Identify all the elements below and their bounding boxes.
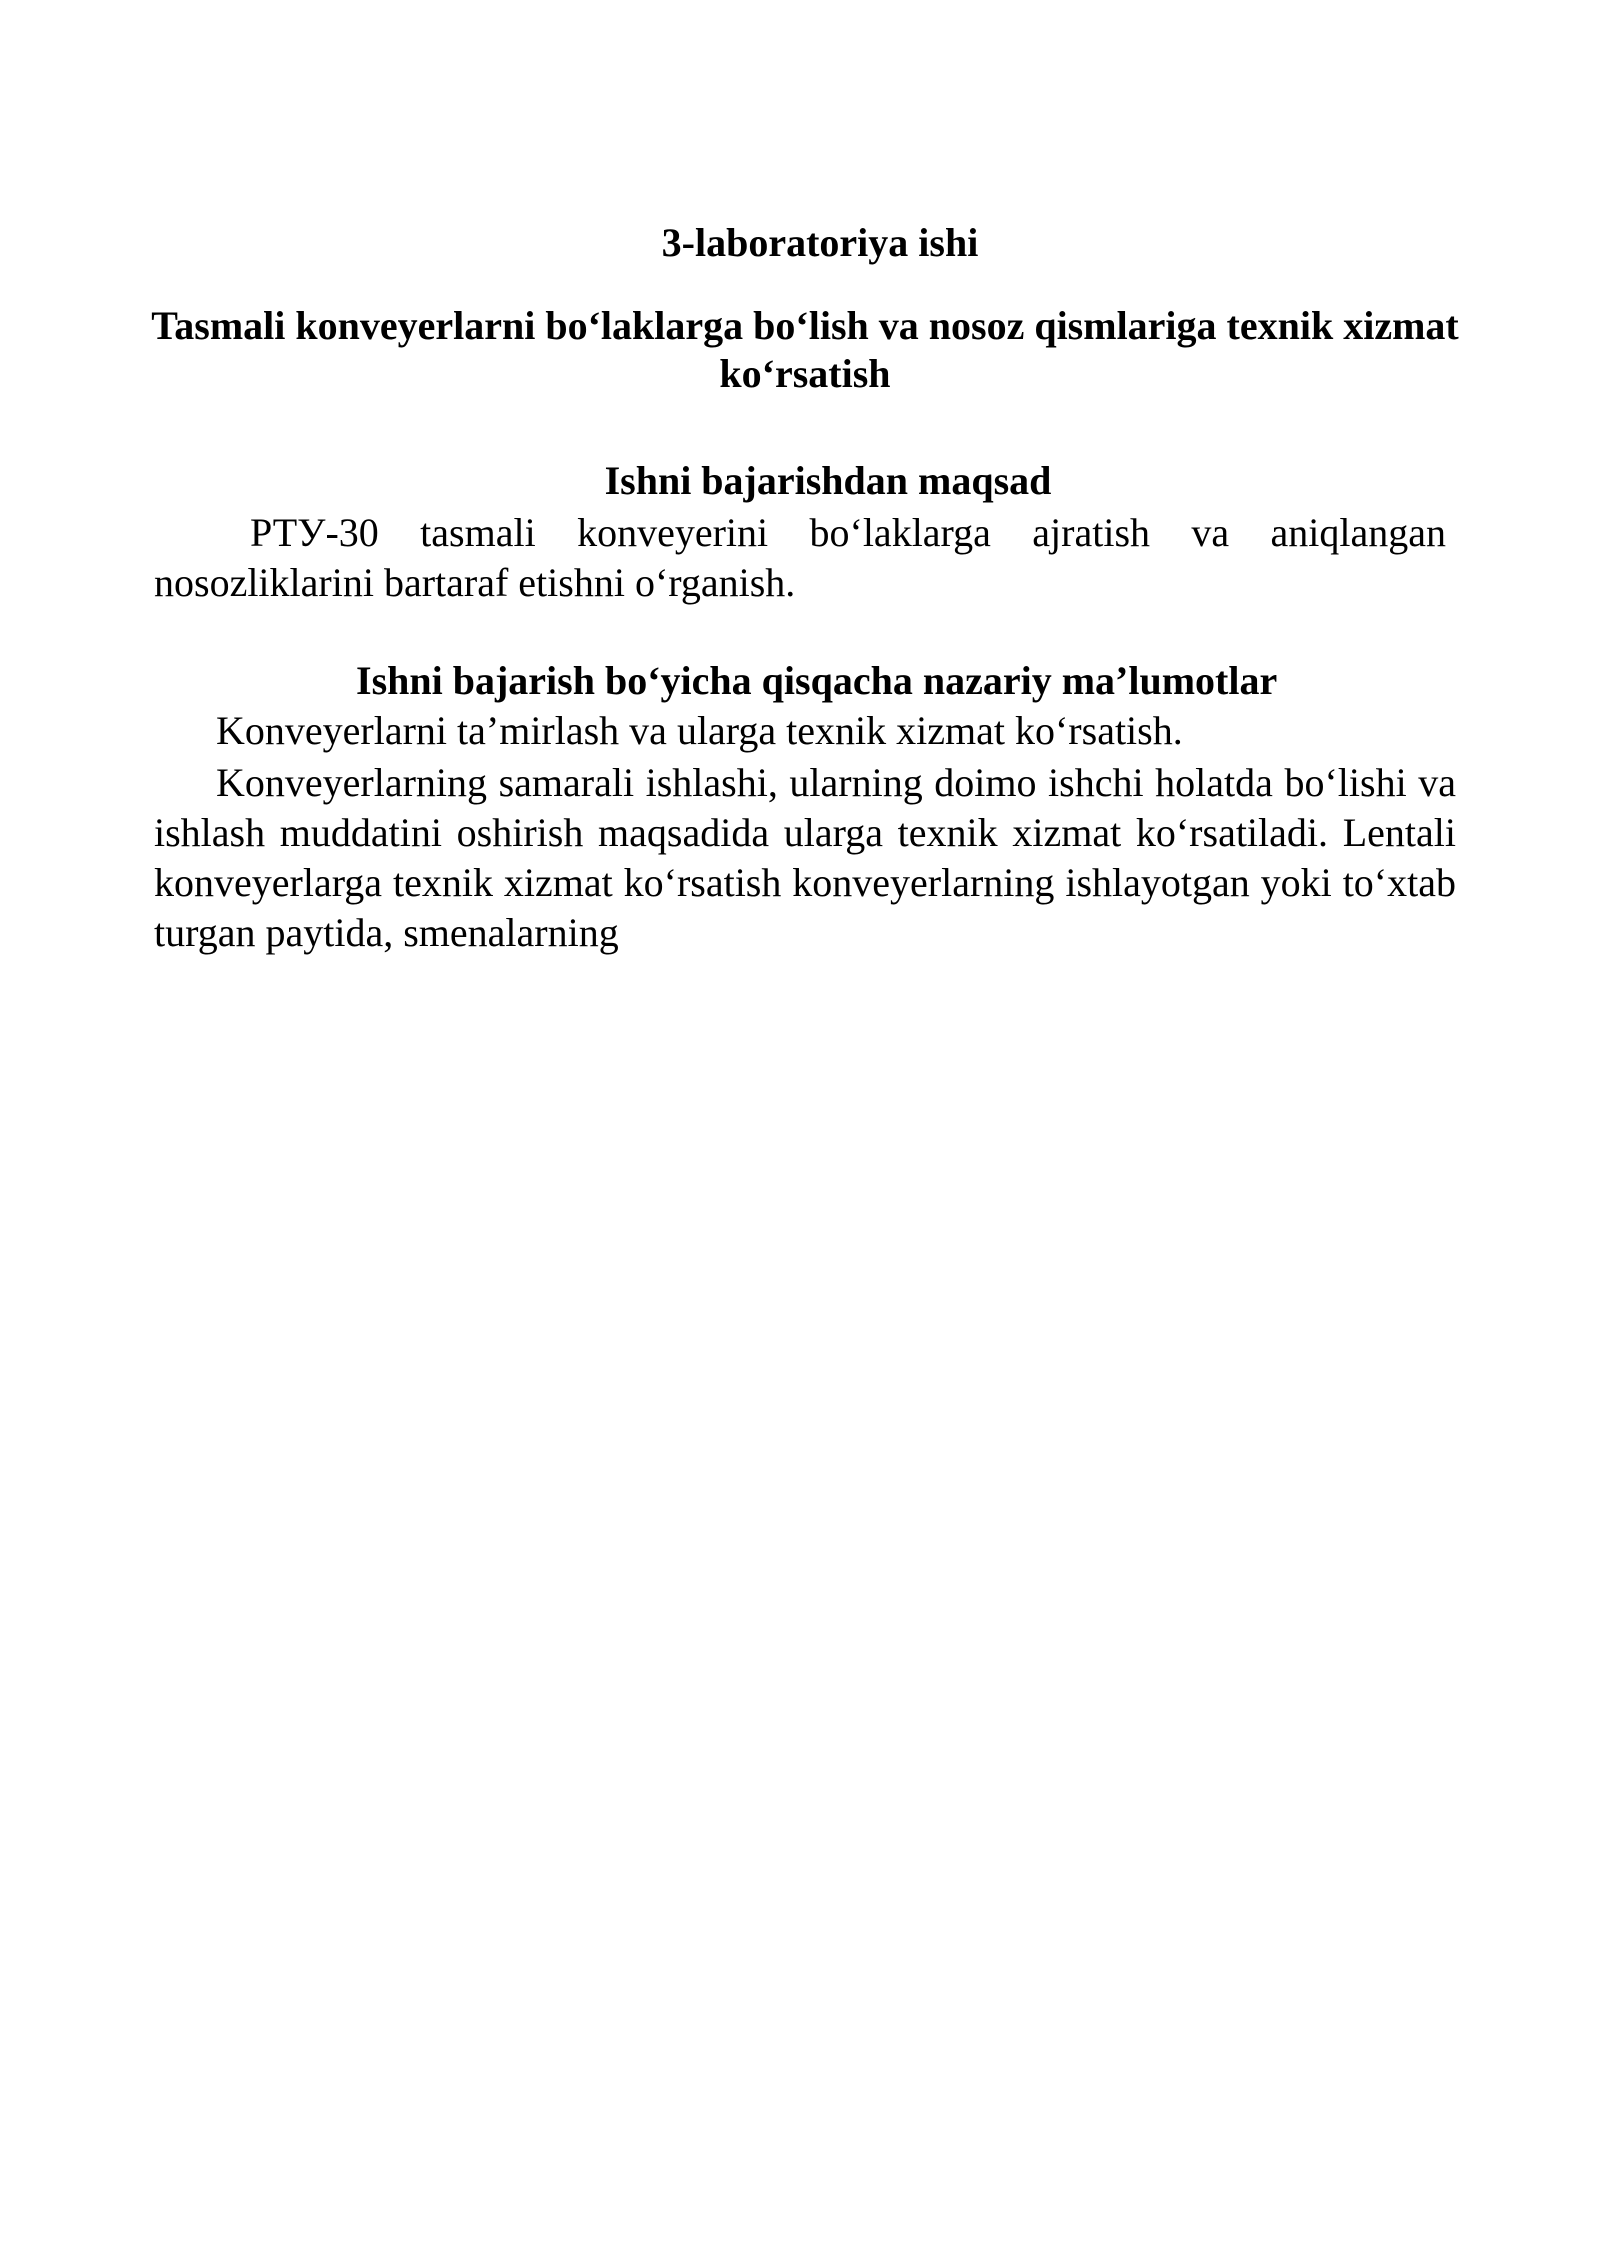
theory-paragraph: Konveyerlarning samarali ishlashi, ularning doimo ishchi holatda bo‘lishi va ishlash muddatini oshirish maqsadida ularga texnik xizmat ko‘rsatiladi. Lentali konveyerlarga texnik xizmat ko‘rsatish konveyerlarning ishlayotgan yoki to‘xtab turgan paytida, smenalarning [154, 760, 1456, 955]
goal-heading: Ishni bajarishdan maqsad [604, 458, 1052, 503]
theory-paragraph: Konveyerlarni ta’mirlash va ularga texnik xizmat ko‘rsatish. [216, 708, 1183, 753]
lab-number-heading: 3-laboratoriya ishi [661, 220, 979, 265]
theory-heading: Ishni bajarish bo‘yicha qisqacha nazariy ma’lumotlar [356, 658, 1278, 703]
lab-title: Tasmali konveyerlarni bo‘laklarga bo‘lish va nosoz qismlariga texnik xizmat ko‘rsatish [151, 303, 1459, 396]
goal-paragraph: РТУ-30 tasmali konveyerini bo‘laklarga ajratish va aniqlangan nosozliklarini bartaraf etishni o‘rganish. [154, 510, 1446, 605]
